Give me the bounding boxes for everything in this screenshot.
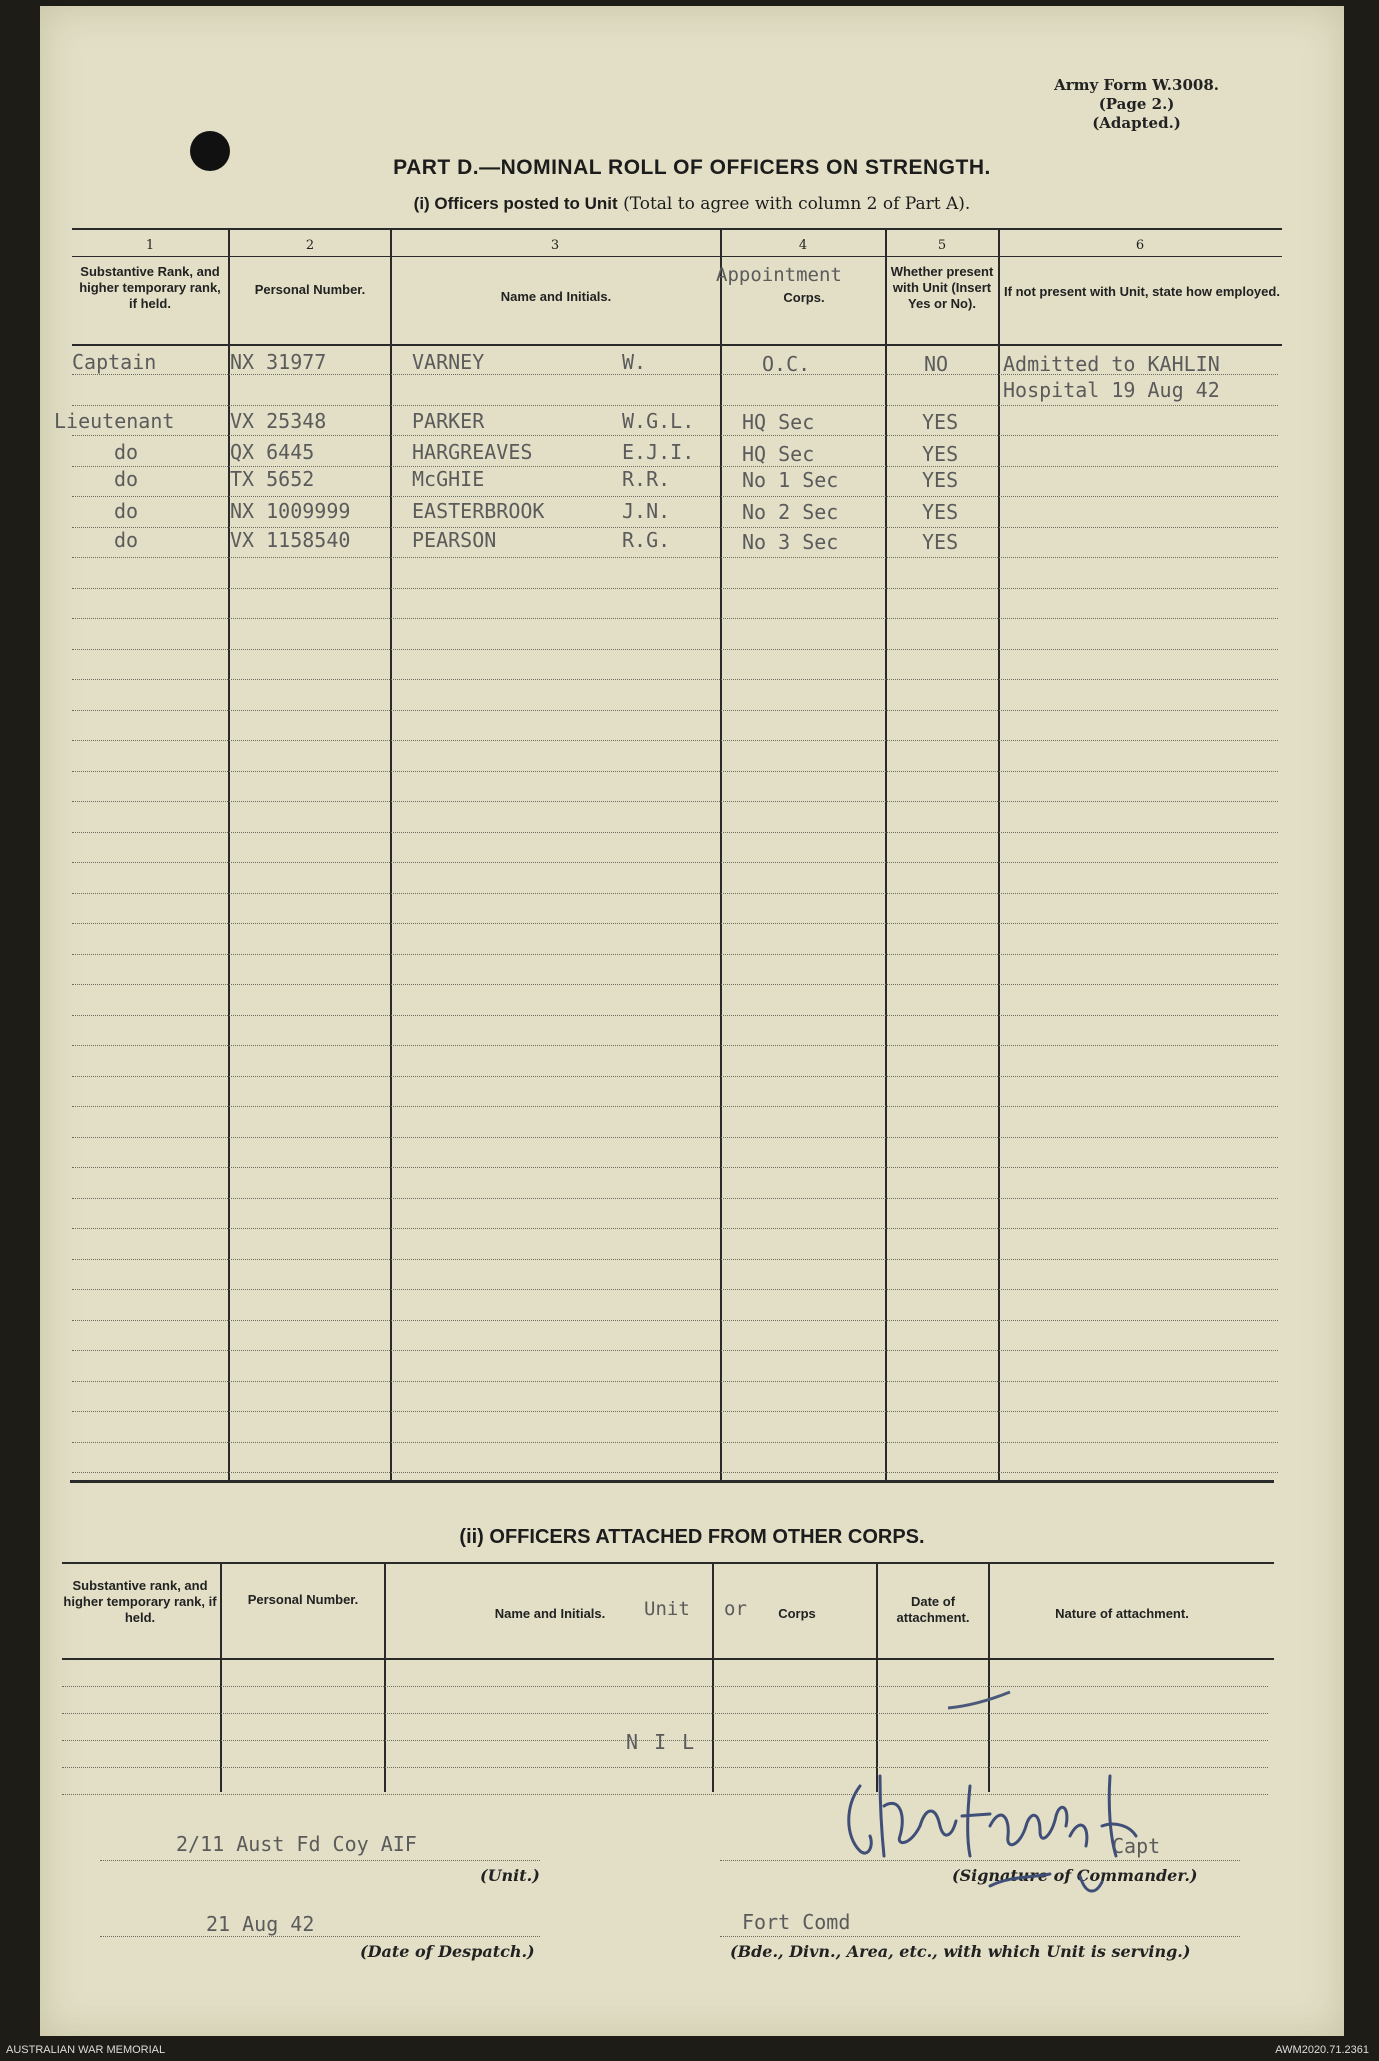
ruled-line: [72, 618, 1278, 619]
row-5-initials: J.N.: [622, 499, 671, 523]
row-5-number: NX 1009999: [230, 499, 351, 523]
row-1-initials: W.: [622, 350, 647, 374]
signature-label: (Signature of Commander.): [952, 1866, 1198, 1885]
commander-signature: [840, 1766, 1160, 1916]
ruled-line: [72, 1259, 1278, 1260]
unit-label: (Unit.): [480, 1866, 540, 1885]
date-value: 21 Aug 42: [206, 1912, 315, 1936]
row-1-present: NO: [924, 352, 949, 376]
col-number-6: 6: [1135, 238, 1145, 253]
part-ii-title: (ii) OFFICERS ATTACHED FROM OTHER CORPS.: [459, 1526, 925, 1548]
part-ii-divider-2: [384, 1562, 386, 1792]
ruled-line: [62, 1686, 1268, 1687]
row-2-present: YES: [922, 410, 959, 434]
part-ii-header-rule: [62, 1658, 1274, 1660]
row-2-number: VX 25348: [230, 409, 327, 433]
col-divider-4: [885, 228, 887, 1482]
ruled-line: [72, 1411, 1278, 1412]
archive-reference: AWM2020.71.2361: [1275, 2044, 1369, 2056]
row-6-appointment: No 3 Sec: [742, 530, 839, 554]
ruled-line: [72, 923, 1278, 924]
ruled-line: [72, 649, 1278, 650]
col-number-1: 1: [145, 238, 155, 253]
ruled-line: [72, 862, 1278, 863]
form-number: Army Form W.3008.: [1054, 76, 1219, 94]
ruled-line: [72, 1228, 1278, 1229]
row-6-rank: do: [114, 528, 139, 552]
part-d-subtitle-bold: (i) Officers posted to Unit: [413, 194, 618, 213]
row-2-appointment: HQ Sec: [742, 410, 815, 434]
row-5-appointment: No 2 Sec: [742, 500, 839, 524]
ruled-line: [72, 893, 1278, 894]
table-top-rule: [72, 228, 1282, 230]
table-bottom-rule: [70, 1480, 1274, 1483]
col-number-4: 4: [798, 238, 808, 253]
form-reference: [1054, 76, 1219, 133]
form-sheet: [40, 6, 1344, 2036]
row-1-name: VARNEY: [412, 350, 485, 374]
row-4-number: TX 5652: [230, 467, 315, 491]
row-6-name: PEARSON: [412, 528, 497, 552]
signature-rank: Capt: [1112, 1834, 1161, 1858]
header-rank: Substantive Rank, and higher temporary rank, if held.: [79, 264, 221, 311]
header-corps: Corps.: [783, 290, 825, 305]
part-ii-nil: N I L: [626, 1730, 697, 1754]
ruled-line: [72, 801, 1278, 802]
header-appointment-typed: Appointment: [716, 264, 842, 286]
part-ii-header-corps: Corps: [778, 1606, 816, 1621]
unit-value: 2/11 Aust Fd Coy AIF: [176, 1832, 417, 1856]
row-3-number: QX 6445: [230, 440, 315, 464]
ruled-line: [72, 1167, 1278, 1168]
ruled-line: [72, 1472, 1278, 1473]
ruled-line: [72, 496, 1278, 497]
header-name: Name and Initials.: [500, 289, 612, 304]
row-5-present: YES: [922, 500, 959, 524]
part-ii-divider-5: [988, 1562, 990, 1792]
ruled-line: [72, 1442, 1278, 1443]
part-d-title: PART D.—NOMINAL ROLL OF OFFICERS ON STRENGTH.: [393, 156, 991, 179]
row-5-rank: do: [114, 499, 139, 523]
ruled-line: [72, 954, 1278, 955]
header-present: Whether present with Unit (Insert Yes or No).: [890, 264, 994, 311]
ruled-line: [72, 984, 1278, 985]
date-label: (Date of Despatch.): [360, 1942, 535, 1961]
part-ii-top-rule: [62, 1562, 1274, 1564]
ruled-line: [72, 1198, 1278, 1199]
archive-name: AUSTRALIAN WAR MEMORIAL: [6, 2044, 166, 2056]
ruled-line: [72, 1045, 1278, 1046]
unit-line: [100, 1860, 540, 1861]
ruled-line: [72, 832, 1278, 833]
bde-label: (Bde., Divn., Area, etc., with which Unit is serving.): [730, 1942, 1191, 1961]
row-2-rank: Lieutenant: [54, 409, 175, 433]
part-ii-header-personal-number: Personal Number.: [247, 1592, 359, 1607]
ruled-line: [72, 1289, 1278, 1290]
header-personal-number: Personal Number.: [254, 282, 366, 297]
ruled-line: [72, 588, 1278, 589]
row-3-name: HARGREAVES: [412, 440, 533, 464]
ruled-line: [72, 1350, 1278, 1351]
part-ii-header-rank: Substantive rank, and higher temporary rank, if held.: [63, 1578, 217, 1625]
row-6-present: YES: [922, 530, 959, 554]
ruled-line: [72, 1320, 1278, 1321]
form-adapted: (Adapted.): [1092, 114, 1181, 132]
ruled-line: [72, 557, 1278, 558]
row-1-employed-line-2: Hospital 19 Aug 42: [1003, 378, 1220, 402]
col-divider-3: [720, 228, 722, 1482]
ruled-line: [72, 771, 1278, 772]
row-4-rank: do: [114, 467, 139, 491]
row-1-employed-line-1: Admitted to KAHLIN: [1003, 352, 1220, 376]
header-bottom-rule: [72, 344, 1282, 346]
row-1-appointment: O.C.: [762, 352, 811, 376]
part-d-subtitle-rest: (Total to agree with column 2 of Part A).: [623, 194, 971, 214]
col-number-2: 2: [305, 238, 315, 253]
row-3-present: YES: [922, 442, 959, 466]
part-ii-divider-3: [712, 1562, 714, 1792]
row-2-initials: W.G.L.: [622, 409, 695, 433]
row-3-initials: E.J.I.: [622, 440, 695, 464]
row-6-initials: R.G.: [622, 528, 671, 552]
row-4-appointment: No 1 Sec: [742, 468, 839, 492]
part-ii-header-date: Date of attachment.: [896, 1594, 970, 1625]
form-page: (Page 2.): [1098, 95, 1175, 113]
bde-line: [720, 1936, 1240, 1937]
col-divider-2: [390, 228, 392, 1482]
part-d-subtitle: [40, 194, 1344, 214]
ruled-line: [72, 1076, 1278, 1077]
header-employed: If not present with Unit, state how employed.: [1004, 284, 1280, 299]
part-ii-divider-4: [876, 1562, 878, 1792]
col-divider-5: [998, 228, 1000, 1482]
ruled-line: [72, 435, 1278, 436]
part-ii-divider-1: [220, 1562, 222, 1792]
col-number-3: 3: [550, 238, 560, 253]
part-ii-header-name: Name and Initials.: [494, 1606, 606, 1621]
row-6-number: VX 1158540: [230, 528, 351, 552]
ruled-line: [72, 405, 1278, 406]
ruled-line: [72, 710, 1278, 711]
ruled-line: [72, 1015, 1278, 1016]
ruled-line: [62, 1713, 1268, 1714]
row-2-name: PARKER: [412, 409, 485, 433]
ruled-line: [72, 1381, 1278, 1382]
col-number-rule: [72, 256, 1282, 257]
ruled-line: [72, 740, 1278, 741]
date-line: [100, 1936, 540, 1937]
row-5-name: EASTERBROOK: [412, 499, 545, 523]
row-1-number: NX 31977: [230, 350, 327, 374]
row-4-present: YES: [922, 468, 959, 492]
part-ii-header-unit-typed: Unit: [644, 1598, 690, 1620]
part-ii-header-nature: Nature of attachment.: [1055, 1606, 1189, 1621]
row-4-name: McGHIE: [412, 467, 485, 491]
dash-mark: [940, 1686, 1020, 1716]
row-3-appointment: HQ Sec: [742, 442, 815, 466]
archive-footer: [0, 2040, 1379, 2061]
ruled-line: [72, 1106, 1278, 1107]
ruled-line: [72, 1137, 1278, 1138]
col-number-5: 5: [937, 238, 947, 253]
row-3-rank: do: [114, 440, 139, 464]
row-1-rank: Captain: [72, 350, 157, 374]
bde-value: Fort Comd: [742, 1910, 851, 1934]
ruled-line: [72, 679, 1278, 680]
row-4-initials: R.R.: [622, 467, 671, 491]
part-ii-header-or-typed: or: [724, 1598, 747, 1620]
